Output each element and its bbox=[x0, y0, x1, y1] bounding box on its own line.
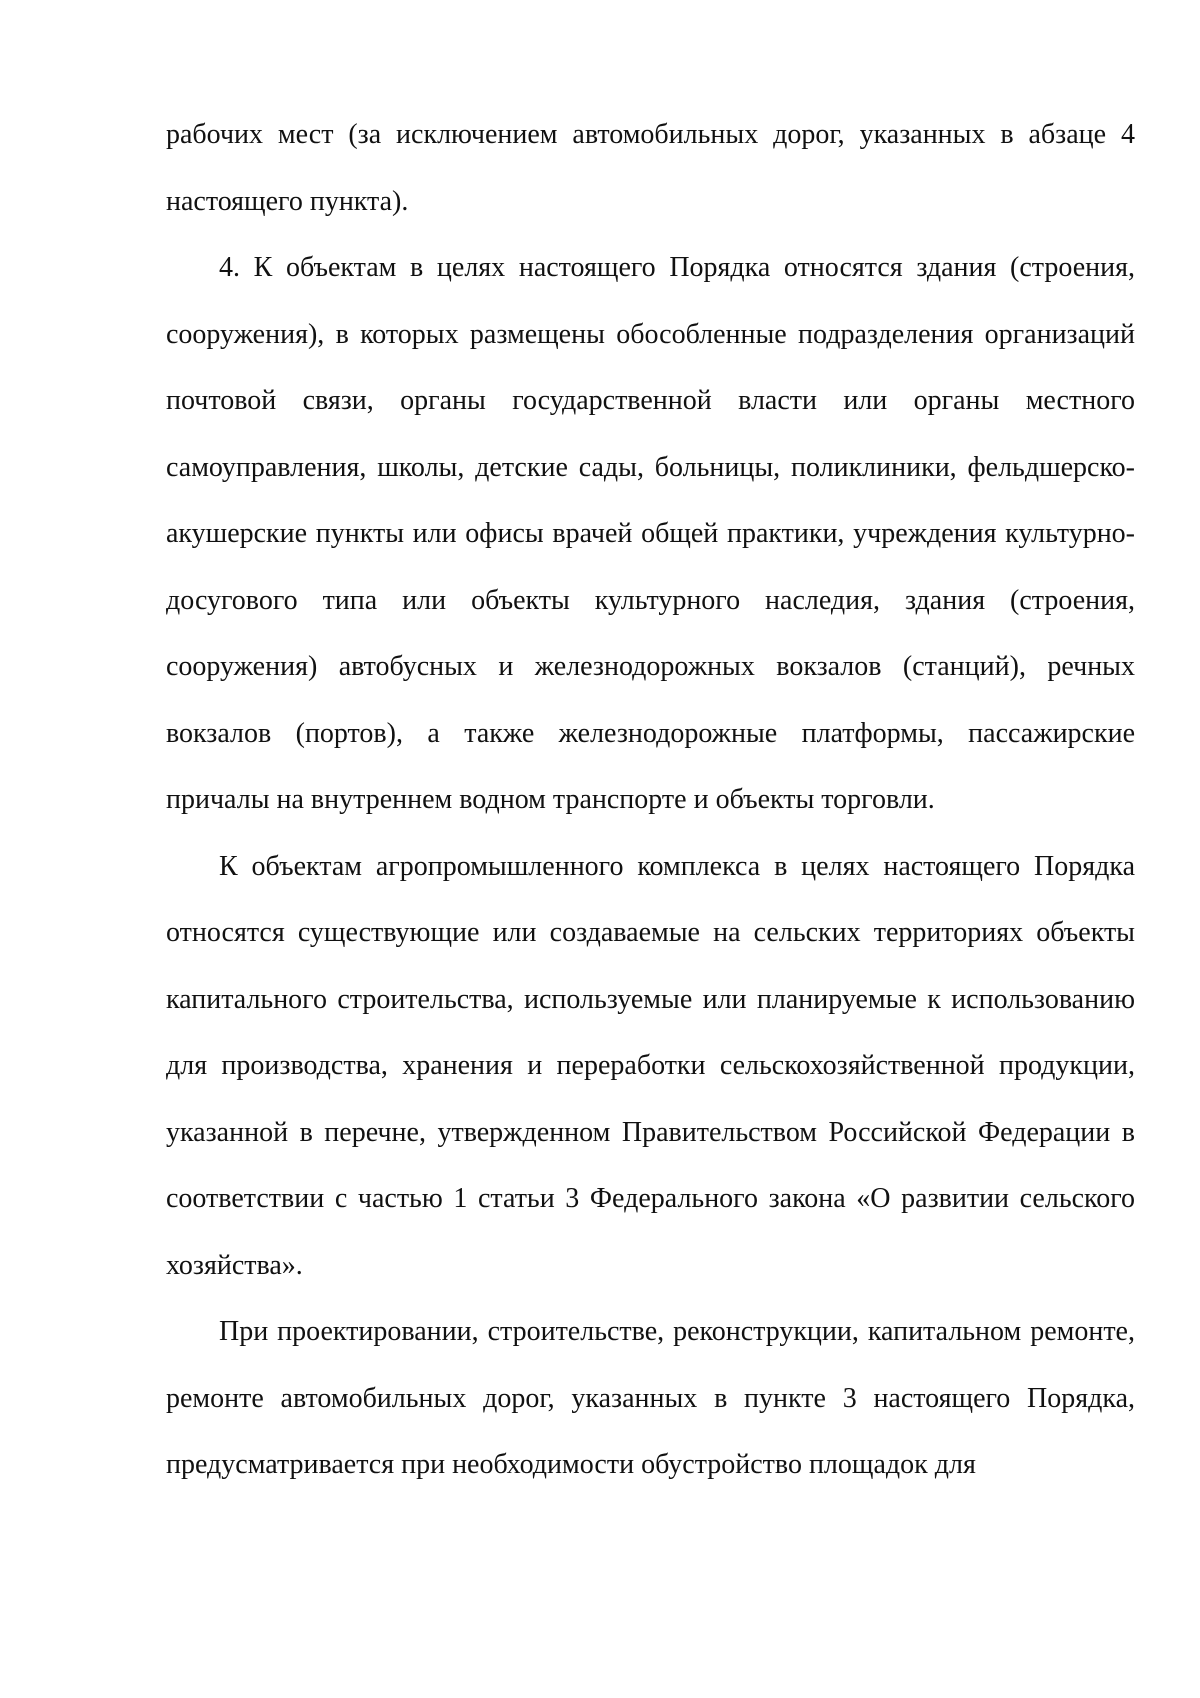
paragraph-agro-objects: К объектам агропромышленного комплекса в целях настоящего Порядка относятся существующие или создаваемые на сельских территориях объекты капитального строительства, используемые или планируемые к использованию для производства, хранения и переработки сельскохозяйственной продукции, указанной в перечне, утвержденном Правительством Российской Федерации в соответствии с частью 1 статьи 3 Федерального закона «О развитии сельского хозяйства». bbox=[166, 850, 1135, 1281]
paragraph-item-4: 4. К объектам в целях настоящего Порядка относятся здания (строения, сооружения), в которых размещены обособленные подразделения организаций почтовой связи, органы государственной власти или органы местного самоуправления, школы, детские сады, больницы, поликлиники, фельдшерско-акушерские пункты или офисы врачей общей практики, учреждения культурно-досугового типа или объекты культурного наследия, здания (строения, сооружения) автобусных и железнодорожных вокзалов (станций), речных вокзалов (портов), а также железнодорожные платформы, пассажирские причалы на внутреннем водном транспорте и объекты торговли. bbox=[166, 252, 1135, 815]
paragraph-continuation: рабочих мест (за исключением автомобильных дорог, указанных в абзаце 4 настоящего пункта). bbox=[166, 119, 1135, 217]
document-body bbox=[166, 102, 1135, 1499]
paragraph-road-design: При проектировании, строительстве, реконструкции, капитальном ремонте, ремонте автомобильных дорог, указанных в пункте 3 настоящего Порядка, предусматривается при необходимости обустройство площадок для bbox=[166, 1316, 1135, 1480]
